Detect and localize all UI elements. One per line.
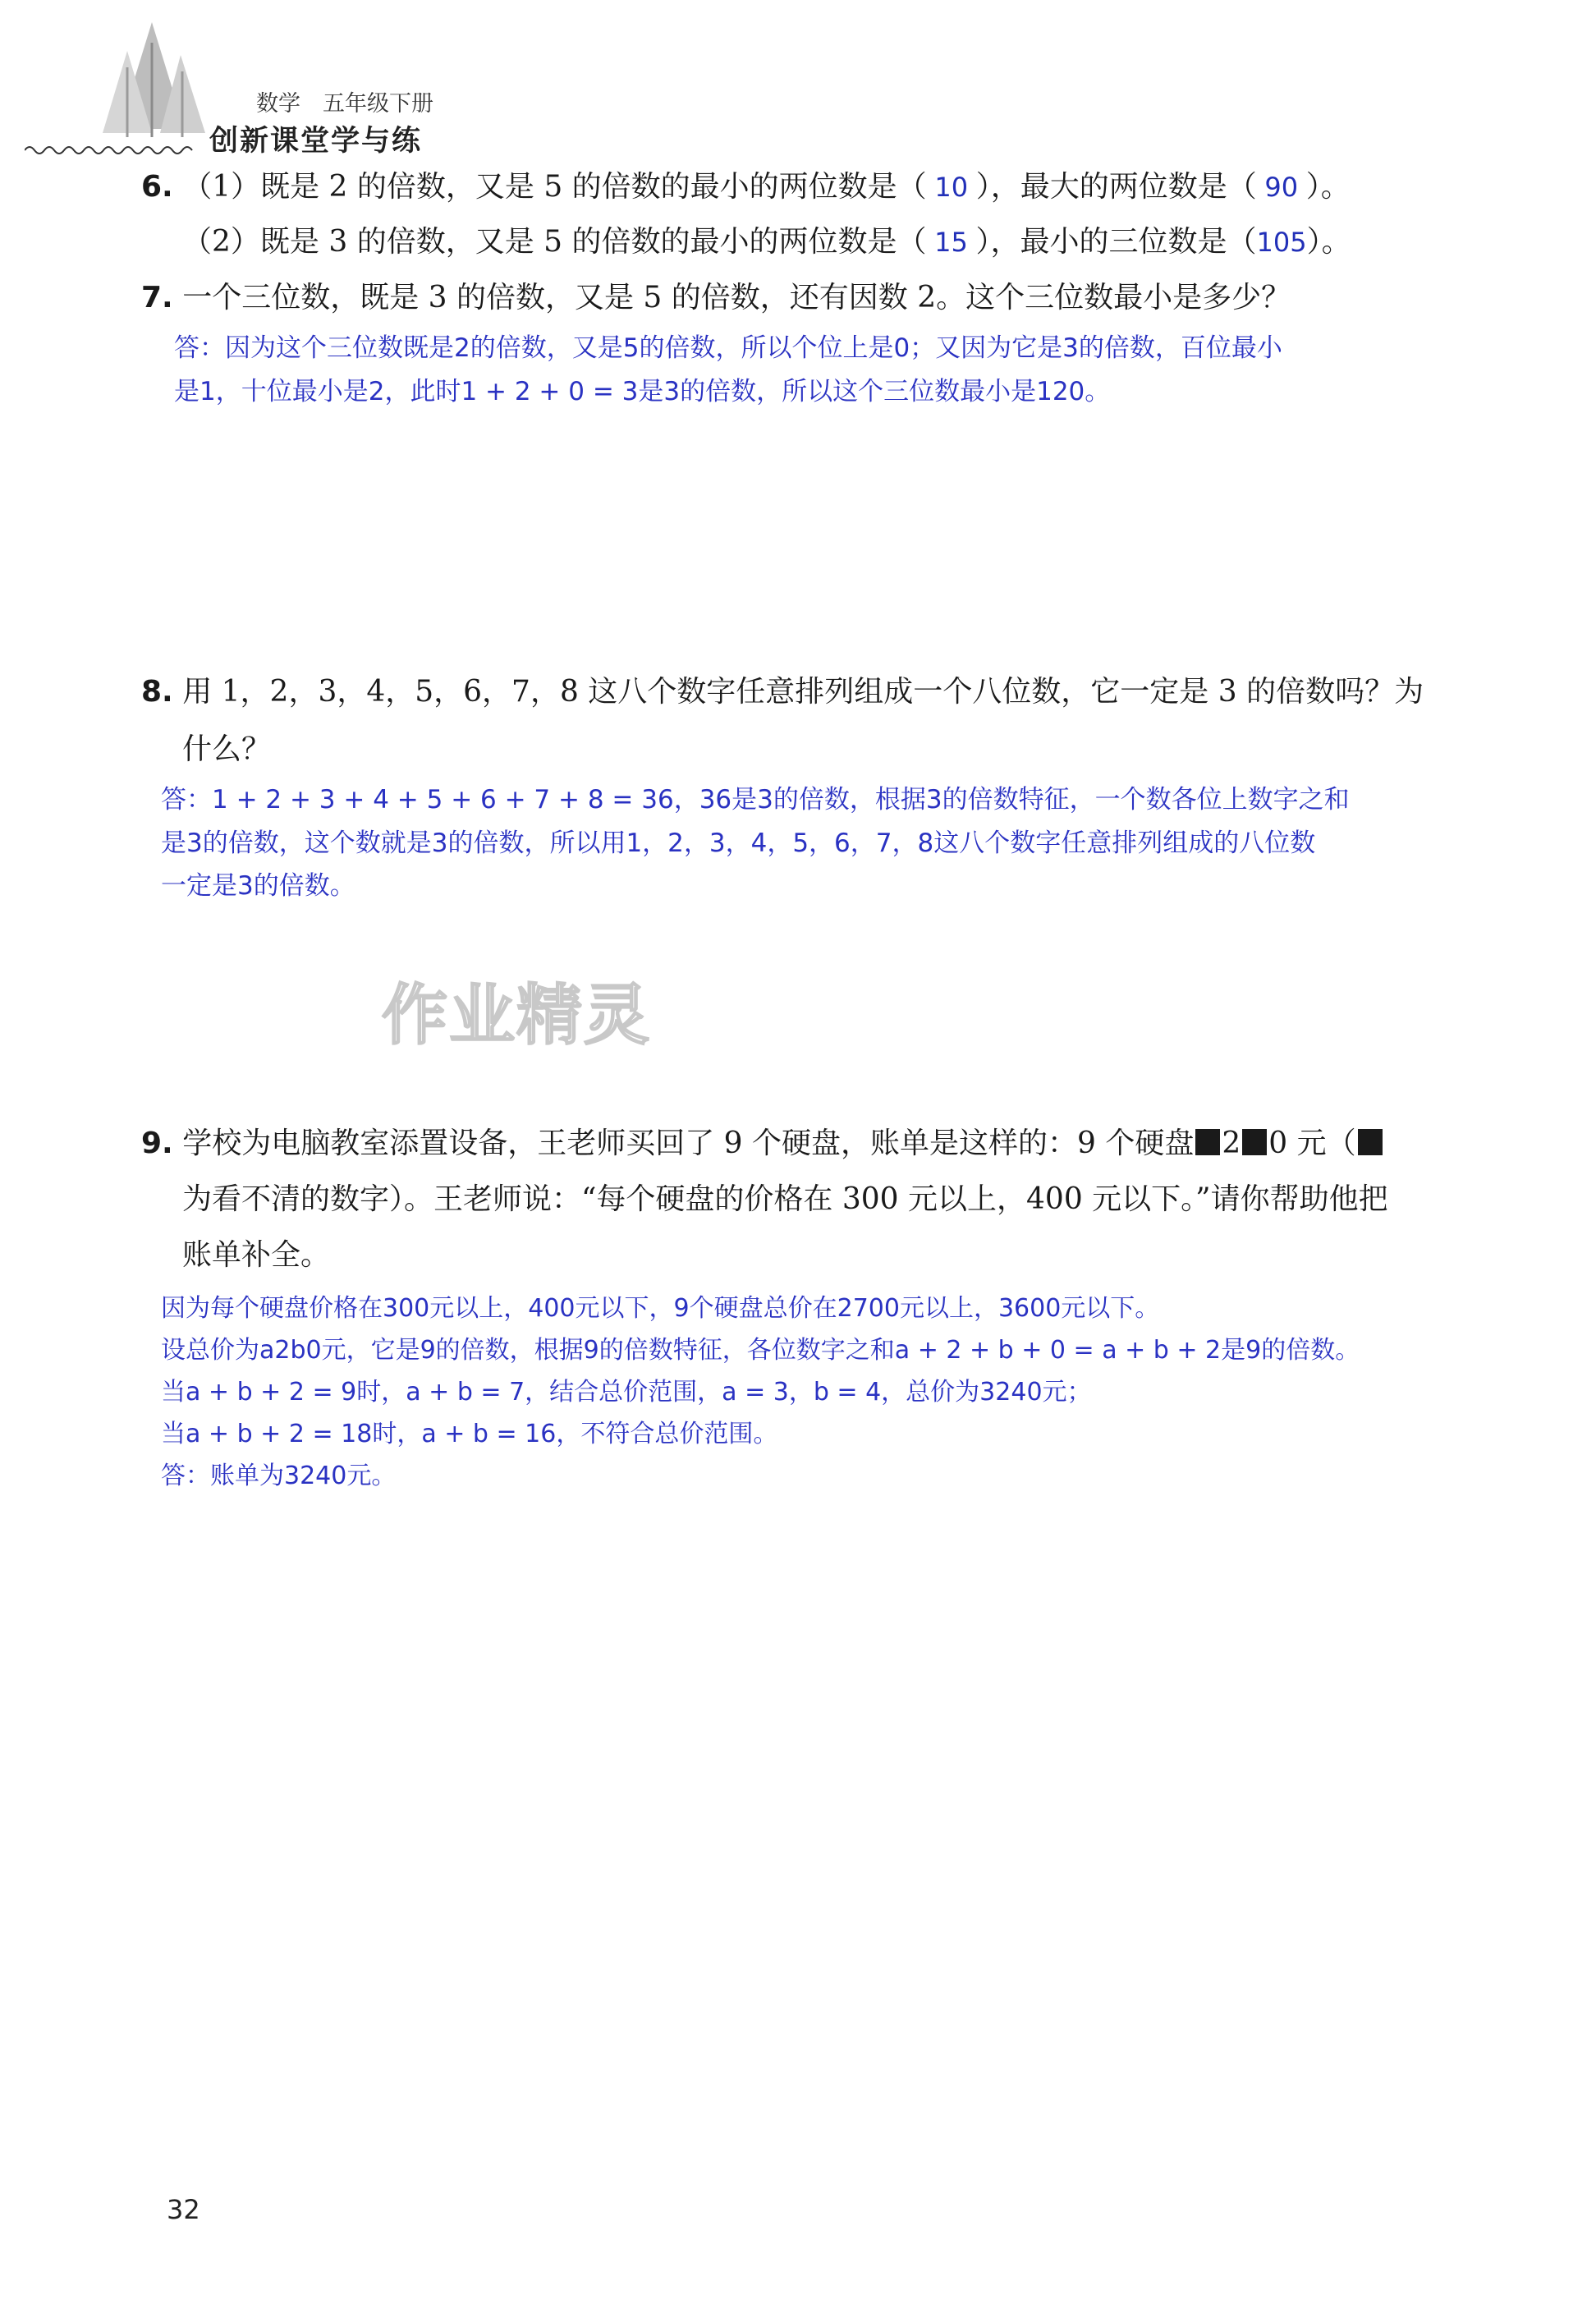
watermark: 作业精灵 <box>382 977 651 1053</box>
q9-text-line2: 为看不清的数字）。王老师说：“每个硬盘的价格在 300 元以上，400 元以下。”请你帮助他把 <box>182 1182 1388 1216</box>
q6-2-text: （2）既是 3 的倍数，又是 5 的倍数的最小的两位数是（ <box>182 225 927 259</box>
q8-text-line1: 用 1，2，3，4，5，6，7，8 这八个数字任意排列组成一个八位数，它一定是 3 的倍数吗？为 <box>182 675 1424 709</box>
q6-number: 6. <box>141 170 173 204</box>
page-number: 32 <box>167 2194 200 2225</box>
subject-label: 数学 五年级下册 <box>256 91 433 117</box>
q7-answer-line: 是1，十位最小是2，此时1 + 2 + 0 = 3是3的倍数，所以这个三位数最小是120。 <box>174 376 1111 406</box>
q7-answer <box>174 327 1282 413</box>
q9-question-cont2 <box>182 1237 330 1275</box>
wave-decoration <box>25 141 197 159</box>
q6-2-text-mid: ），最小的三位数是（ <box>975 225 1257 259</box>
q8-question-cont <box>182 731 271 769</box>
q6-1-text: （1）既是 2 的倍数，又是 5 的倍数的最小的两位数是（ <box>182 170 927 204</box>
q6-1-text-mid: ），最大的两位数是（ <box>975 170 1257 204</box>
q6-2-text-end: ）。 <box>1306 225 1351 259</box>
q9-question <box>141 1125 1384 1163</box>
q9-answer-line: 设总价为a2b0元，它是9的倍数，根据9的倍数特征，各位数字之和a + 2 + b + 0 = a + b + 2是9的倍数。 <box>161 1336 1360 1365</box>
q6-line1 <box>141 168 1351 207</box>
q6-line2 <box>182 223 1351 262</box>
page-header <box>25 18 517 158</box>
q8-number: 8. <box>141 675 173 709</box>
q6-1-answer-b: 90 <box>1264 172 1299 203</box>
obscured-digit-box <box>1242 1129 1267 1155</box>
q8-question <box>141 673 1424 712</box>
tree-logo-icon <box>82 18 222 141</box>
q7-question <box>141 279 1291 318</box>
q9-text-tail: 0 元（ <box>1268 1127 1356 1160</box>
obscured-digit-box <box>1195 1129 1220 1155</box>
q8-answer <box>161 778 1350 908</box>
q6-1-answer-a: 10 <box>934 172 969 203</box>
q7-answer-line: 答：因为这个三位数既是2的倍数，又是5的倍数，所以个位上是0；又因为它是3的倍数，百位最小 <box>174 333 1282 363</box>
obscured-digit-box <box>1358 1129 1383 1155</box>
q6-2-answer-b: 105 <box>1256 227 1307 258</box>
q9-number: 9. <box>141 1127 173 1160</box>
q7-text: 一个三位数，既是 3 的倍数，又是 5 的倍数，还有因数 2。这个三位数最小是多少？ <box>182 281 1291 314</box>
q8-answer-line: 是3的倍数，这个数就是3的倍数，所以用1，2，3，4，5，6，7，8这八个数字任意排列组成的八位数 <box>161 828 1316 858</box>
q6-1-text-end: ）。 <box>1305 170 1351 204</box>
q9-answer-line: 答：账单为3240元。 <box>161 1462 397 1490</box>
q9-answer-line: 因为每个硬盘价格在300元以上，400元以下，9个硬盘总价在2700元以上，3600元以下。 <box>161 1294 1160 1323</box>
q6-2-answer-a: 15 <box>934 227 968 258</box>
q9-answer-line: 当a + b + 2 = 9时，a + b = 7，结合总价范围，a = 3，b = 4，总价为3240元； <box>161 1378 1092 1407</box>
q9-answer <box>161 1287 1360 1497</box>
q9-text-digit: 2 <box>1222 1127 1241 1160</box>
q9-answer-line: 当a + b + 2 = 18时，a + b = 16，不符合总价范围。 <box>161 1420 778 1448</box>
q8-text-line2: 什么？ <box>182 732 272 766</box>
q8-answer-line: 一定是3的倍数。 <box>161 871 355 902</box>
q8-answer-line: 答：1 + 2 + 3 + 4 + 5 + 6 + 7 + 8 = 36，36是3的倍数，根据3的倍数特征，一个数各位上数字之和 <box>161 785 1350 815</box>
q9-text-line3: 账单补全。 <box>182 1238 331 1272</box>
q7-number: 7. <box>141 281 173 314</box>
q9-text-line1: 学校为电脑教室添置设备，王老师买回了 9 个硬盘，账单是这样的：9 个硬盘 <box>182 1127 1195 1160</box>
brand-title: 创新课堂学与练 <box>209 125 423 158</box>
q9-question-cont <box>182 1181 1388 1219</box>
